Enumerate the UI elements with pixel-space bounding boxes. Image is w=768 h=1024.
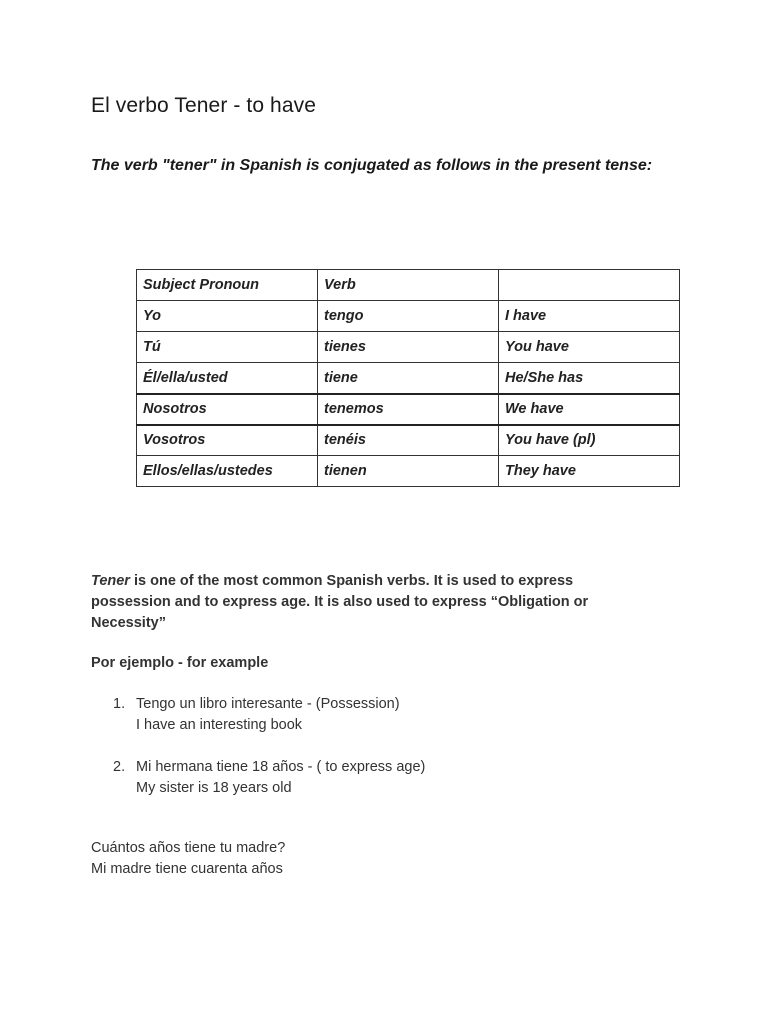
pronoun-cell: Yo [137, 301, 318, 332]
translation-cell: I have [499, 301, 680, 332]
header-cell [499, 270, 680, 301]
pronoun-cell: Nosotros [137, 394, 318, 425]
intro-text: The verb "tener" in Spanish is conjugated as follows in the present tense: [91, 157, 653, 174]
page-title: El verbo Tener - to have [91, 94, 316, 117]
example-english: I have an interesting book [136, 717, 303, 733]
usage-paragraph [91, 571, 651, 634]
pronoun-cell: Ellos/ellas/ustedes [137, 456, 318, 487]
verb-cell: tiene [318, 363, 499, 394]
usage-text: is one of the most common Spanish verbs. It is used to express possession and to express age. It is also used to express “Obligation or Necessity” [91, 573, 589, 631]
list-item [91, 694, 651, 736]
table-row [137, 425, 680, 456]
question-block [91, 838, 491, 880]
examples-list [91, 694, 651, 820]
pronoun-cell: Tú [137, 332, 318, 363]
pronoun-cell: Él/ella/usted [137, 363, 318, 394]
header-cell: Verb [318, 270, 499, 301]
list-number: 2. [113, 759, 126, 775]
table-row [137, 394, 680, 425]
list-item [91, 757, 651, 799]
examples-heading: Por ejemplo - for example [91, 655, 269, 671]
answer-text: Mi madre tiene cuarenta años [91, 861, 283, 877]
pronoun-cell: Vosotros [137, 425, 318, 456]
conjugation-table [136, 269, 680, 487]
translation-cell: He/She has [499, 363, 680, 394]
verb-cell: tengo [318, 301, 499, 332]
table-header-row [137, 270, 680, 301]
verb-cell: tenemos [318, 394, 499, 425]
list-number: 1. [113, 696, 126, 712]
table-row [137, 301, 680, 332]
table-row [137, 332, 680, 363]
translation-cell: You have [499, 332, 680, 363]
translation-cell: We have [499, 394, 680, 425]
verb-cell: tenéis [318, 425, 499, 456]
translation-cell: You have (pl) [499, 425, 680, 456]
table-row [137, 456, 680, 487]
tener-emphasis: Tener [91, 573, 130, 589]
example-spanish: Mi hermana tiene 18 años - ( to express age) [136, 759, 426, 775]
header-cell: Subject Pronoun [137, 270, 318, 301]
table-row [137, 363, 680, 394]
question-text: Cuántos años tiene tu madre? [91, 840, 286, 856]
verb-cell: tienen [318, 456, 499, 487]
example-english: My sister is 18 years old [136, 780, 292, 796]
translation-cell: They have [499, 456, 680, 487]
verb-cell: tienes [318, 332, 499, 363]
example-spanish: Tengo un libro interesante - (Possession) [136, 696, 400, 712]
